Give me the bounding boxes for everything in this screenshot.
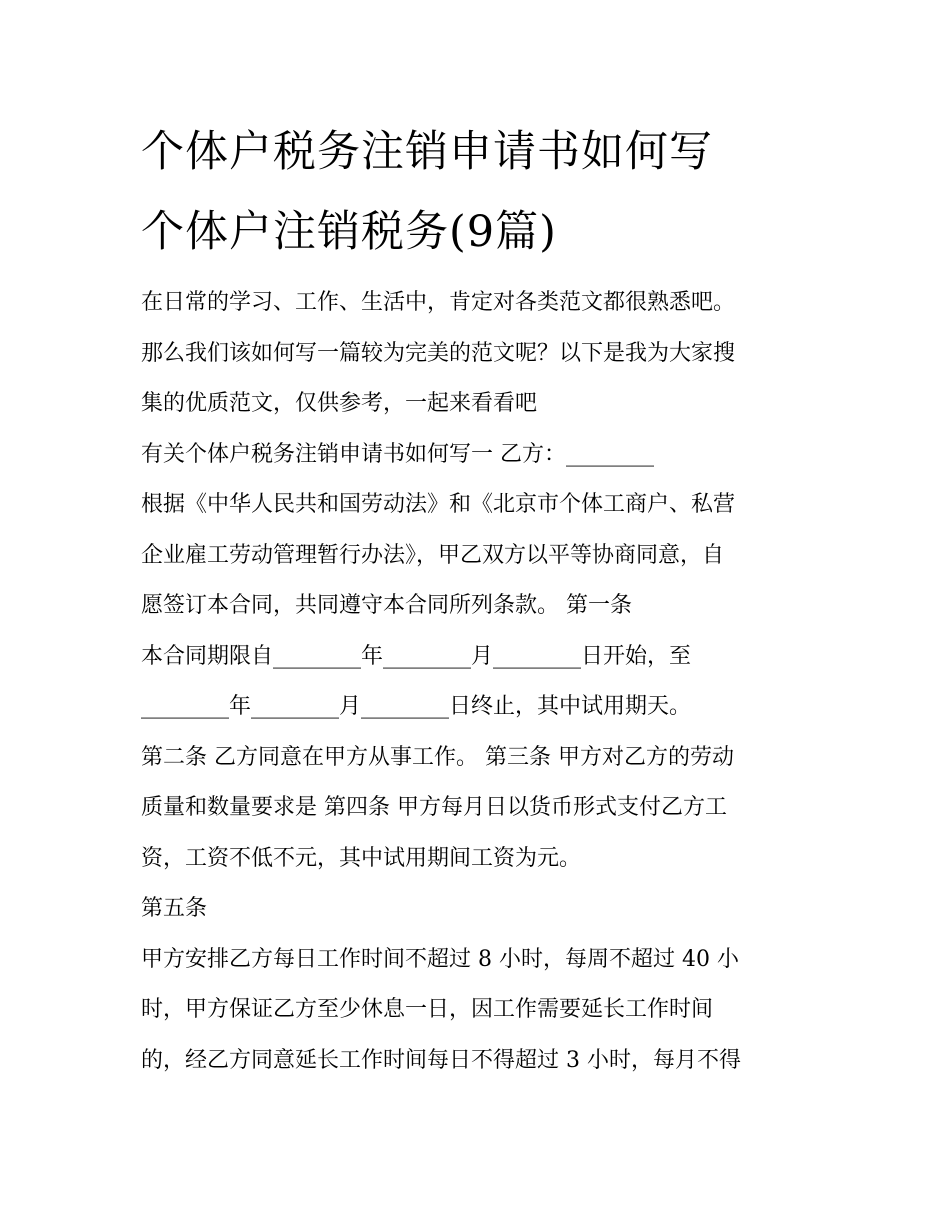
body-line: 第二条 乙方同意在甲方从事工作。 第三条 甲方对乙方的劳动 — [141, 744, 734, 770]
title-line-2: 个体户注销税务(9篇) — [141, 207, 557, 257]
body-line: 时，甲方保证乙方至少休息一日，因工作需要延长工作时间 — [141, 997, 714, 1022]
body-line: 在日常的学习、工作、生活中，肯定对各类范文都很熟悉吧。 — [141, 290, 736, 315]
body-line: 甲方安排乙方每日工作时间不超过 8 小时，每周不超过 40 小 — [141, 946, 739, 972]
body-line: 第五条 — [141, 896, 208, 921]
body-line: 资，工资不低不元，其中试用期间工资为元。 — [141, 845, 582, 871]
title-line-1: 个体户税务注销申请书如何写 — [141, 127, 713, 177]
body-line: 的，经乙方同意延长工作时间每日不得超过 3 小时，每月不得 — [141, 1047, 741, 1073]
body-line: 愿签订本合同，共同遵守本合同所列条款。 第一条 — [141, 593, 632, 618]
body-line: 质量和数量要求是 第四条 甲方每月日以货币形式支付乙方工 — [141, 795, 727, 820]
body-line: 有关个体户税务注销申请书如何写一 乙方：________ — [141, 441, 654, 467]
document-title — [141, 112, 841, 272]
body-line: 本合同期限自________年________月________日开始，至 — [141, 643, 692, 669]
body-line: 根据《中华人民共和国劳动法》和《北京市个体工商户、私营 — [141, 492, 736, 517]
body-line: 那么我们该如何写一篇较为完美的范文呢？以下是我为大家搜 — [141, 340, 736, 366]
body-line: 企业雇工劳动管理暂行办法》，甲乙双方以平等协商同意，自 — [141, 542, 725, 568]
body-line: 集的优质范文，仅供参考，一起来看看吧 — [141, 391, 538, 416]
body-line: ________年________月________日终止，其中试用期天。 — [141, 694, 692, 719]
document-body — [141, 278, 821, 1086]
